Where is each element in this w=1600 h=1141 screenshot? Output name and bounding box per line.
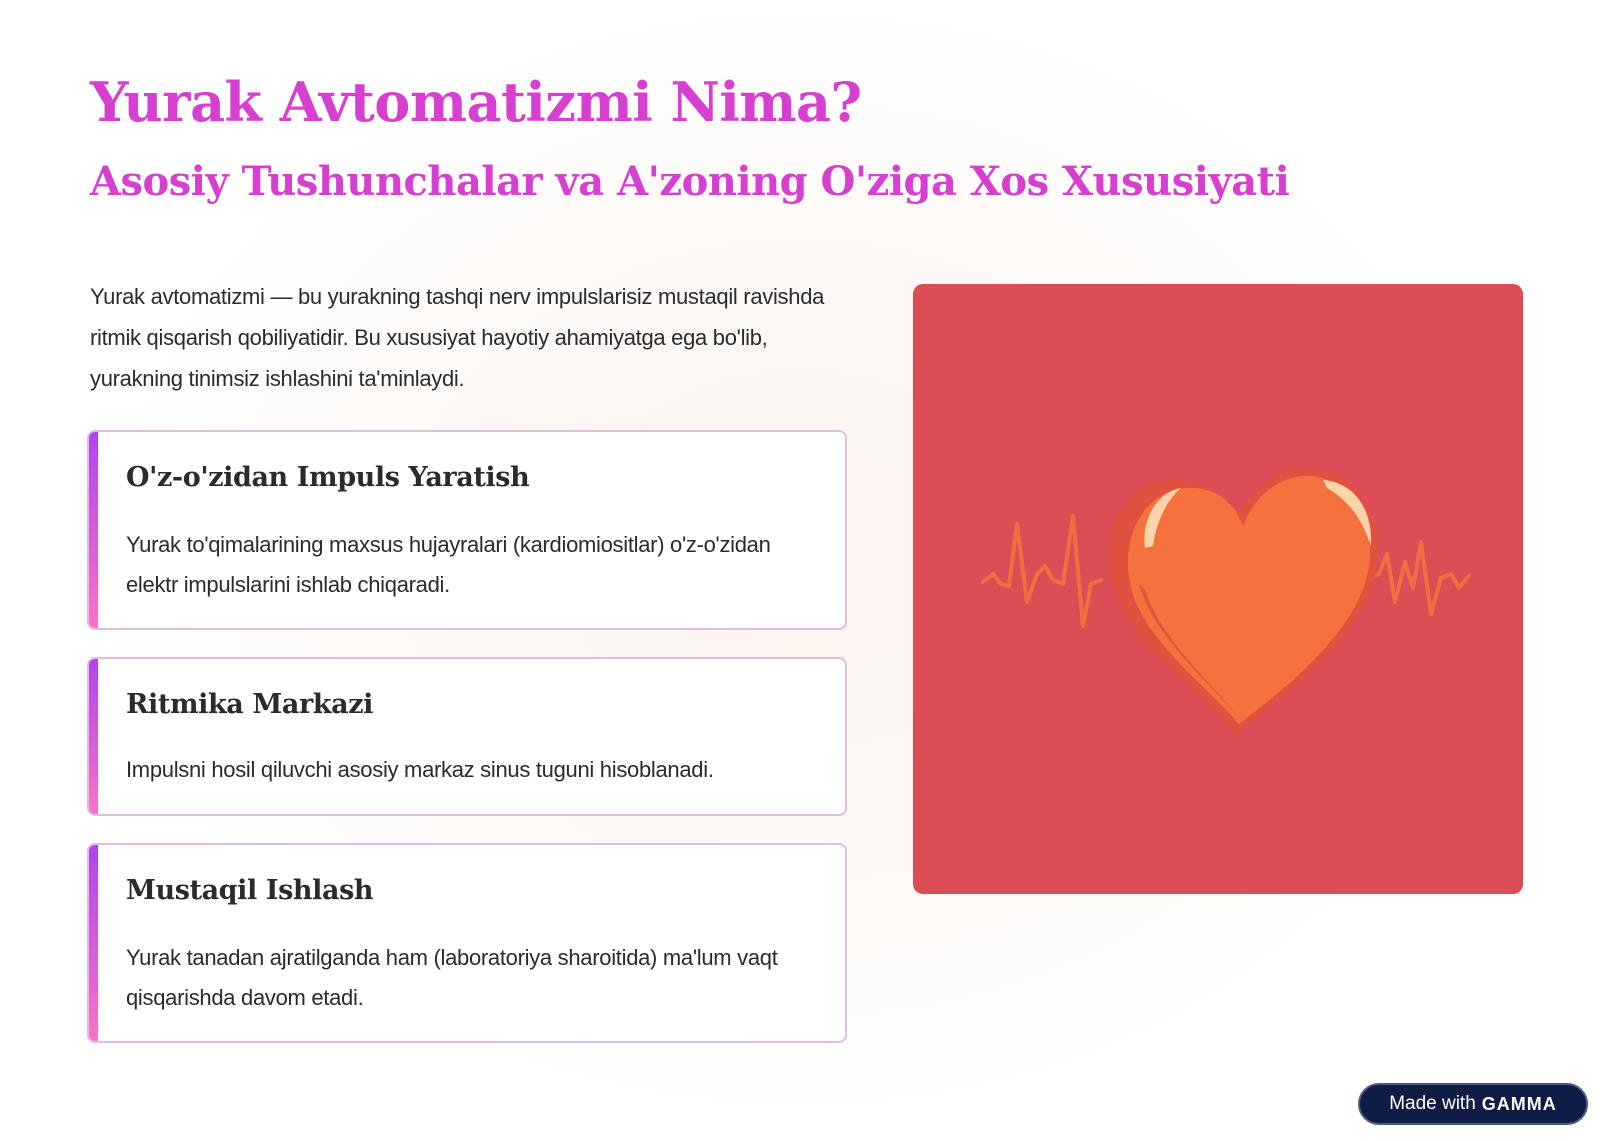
intro-paragraph: Yurak avtomatizmi — bu yurakning tashqi nerv impulslarisiz mustaqil ravishda ritmik qisqarish qobiliyatidir. Bu xususiyat hayotiy ahamiyatga ega bo'lib, yurakning tinimsiz ishlashini ta'minlaydi. xyxy=(90,284,825,391)
card-independent-work xyxy=(87,843,847,1043)
card-accent-bar xyxy=(89,845,98,1041)
card-title: Mustaqil Ishlash xyxy=(126,875,374,906)
card-rhythm-center xyxy=(87,657,847,816)
heartbeat-heart-icon xyxy=(913,284,1523,894)
card-accent-bar xyxy=(89,659,98,814)
page-title: Yurak Avtomatizmi Nima? xyxy=(90,70,862,134)
card-impulse-generation xyxy=(87,430,847,630)
gamma-logo: GAMMA xyxy=(1481,1093,1557,1114)
card-title: O'z-o'zidan Impuls Yaratish xyxy=(126,462,530,493)
card-accent-bar xyxy=(89,432,98,628)
card-title: Ritmika Markazi xyxy=(126,689,373,720)
made-with-gamma-badge[interactable] xyxy=(1358,1083,1588,1125)
card-text: Impulsni hosil qiluvchi asosiy markaz sinus tuguni hisoblanadi. xyxy=(126,757,714,782)
card-text: Yurak tanadan ajratilganda ham (laboratoriya sharoitida) ma'lum vaqt qisqarishda davom etadi. xyxy=(126,945,778,1010)
page-subtitle: Asosiy Tushunchalar va A'zoning O'ziga Xos Xususiyati xyxy=(90,158,1290,205)
card-text: Yurak to'qimalarining maxsus hujayralari (kardiomiositlar) o'z-o'zidan elektr impulslarini ishlab chiqaradi. xyxy=(126,532,771,597)
heart-illustration xyxy=(913,284,1523,894)
badge-prefix: Made with xyxy=(1389,1093,1476,1114)
